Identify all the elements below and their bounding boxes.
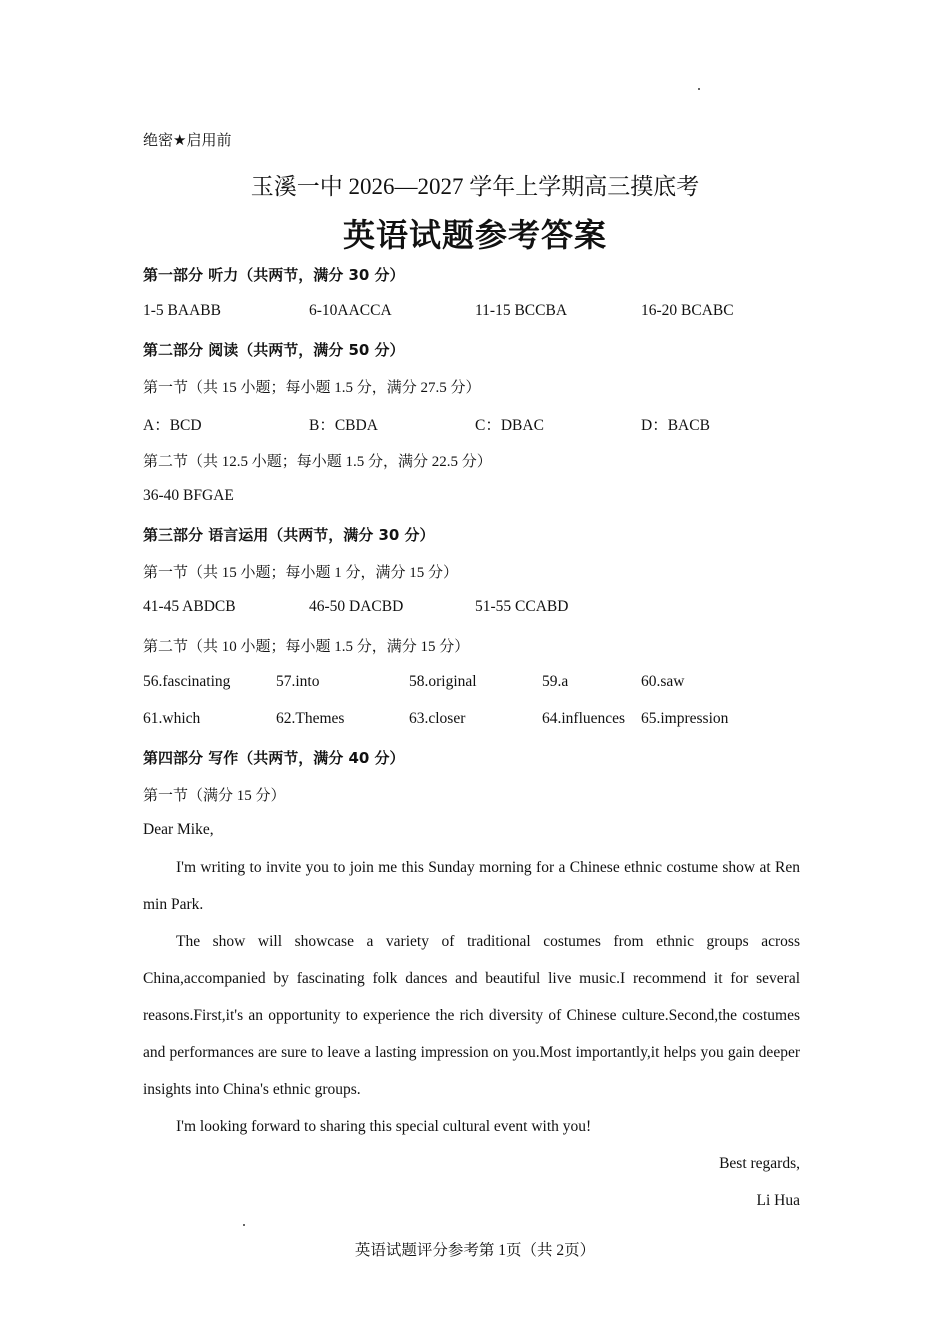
- part2-section1-heading: 第一节（共 15 小题；每小题 1.5 分，满分 27.5 分）: [143, 380, 481, 396]
- answer-cell: C：DBAC: [475, 417, 544, 434]
- document-title: 英语试题参考答案: [342, 216, 607, 254]
- part1-heading: 第一部分 听力（共两节，满分 30 分）: [143, 266, 405, 284]
- answer-cell: 59.a: [542, 673, 569, 690]
- answer-cell: 1-5 BAABB: [143, 302, 221, 319]
- answer-cell: 36-40 BFGAE: [143, 487, 234, 504]
- part3-heading: 第三部分 语言运用（共两节，满分 30 分）: [143, 526, 435, 544]
- answer-cell: 6-10AACCA: [309, 302, 392, 319]
- answer-cell: 58.original: [409, 673, 477, 690]
- part3-section1-heading: 第一节（共 15 小题；每小题 1 分，满分 15 分）: [143, 565, 459, 581]
- letter-signature: Li Hua: [756, 1192, 800, 1209]
- scan-speck: [243, 1224, 245, 1226]
- letter-closing: Best regards,: [719, 1155, 800, 1172]
- page-footer: 英语试题评分参考第 1页（共 2页）: [354, 1242, 596, 1259]
- answer-cell: 62.Themes: [276, 710, 345, 727]
- answer-cell: 46-50 DACBD: [309, 598, 404, 615]
- part2-section2-heading: 第二节（共 12.5 小题；每小题 1.5 分，满分 22.5 分）: [143, 454, 492, 470]
- part4-heading: 第四部分 写作（共两节，满分 40 分）: [143, 749, 405, 767]
- answer-cell: 61.which: [143, 710, 201, 727]
- scan-speck: [698, 88, 700, 90]
- answer-cell: 11-15 BCCBA: [475, 302, 568, 319]
- part4-section1-heading: 第一节（满分 15 分）: [143, 788, 286, 804]
- answer-cell: 51-55 CCABD: [475, 598, 569, 615]
- answer-cell: 56.fascinating: [143, 673, 231, 690]
- answer-cell: 65.impression: [641, 710, 729, 727]
- answer-cell: 41-45 ABDCB: [143, 598, 236, 615]
- part3-section2-heading: 第二节（共 10 小题；每小题 1.5 分，满分 15 分）: [143, 639, 470, 655]
- answer-cell: D：BACB: [641, 417, 710, 434]
- answer-cell: 64.influences: [542, 710, 626, 727]
- exam-title: 玉溪一中 2026—2027 学年上学期高三摸底考: [250, 174, 700, 199]
- letter-paragraph-2: The show will showcase a variety of traditional costumes from ethnic groups across China,accompanied by fascinating folk dances and beautiful live music.I recommend it for several reasons.First,it's an opportunity to experience the rich diversity of Chinese culture.Second,the costumes and performances are sure to leave a lasting impression on you.Most importantly,it helps you gain deeper insights into China's ethnic groups.: [143, 933, 800, 1098]
- answer-cell: 63.closer: [409, 710, 466, 727]
- confidential-label: 绝密★启用前: [143, 131, 232, 149]
- answer-cell: 57.into: [276, 673, 320, 690]
- answer-cell: A：BCD: [143, 417, 202, 434]
- part2-heading: 第二部分 阅读（共两节，满分 50 分）: [143, 341, 405, 359]
- answer-cell: 60.saw: [641, 673, 685, 690]
- letter-salutation: Dear Mike,: [143, 821, 214, 838]
- answer-cell: 16-20 BCABC: [641, 302, 734, 319]
- letter-paragraph-3: I'm looking forward to sharing this special cultural event with you!: [176, 1118, 592, 1135]
- answer-cell: B：CBDA: [309, 417, 378, 434]
- letter-paragraph-1: I'm writing to invite you to join me this Sunday morning for a Chinese ethnic costume show at Ren min Park.: [143, 859, 800, 913]
